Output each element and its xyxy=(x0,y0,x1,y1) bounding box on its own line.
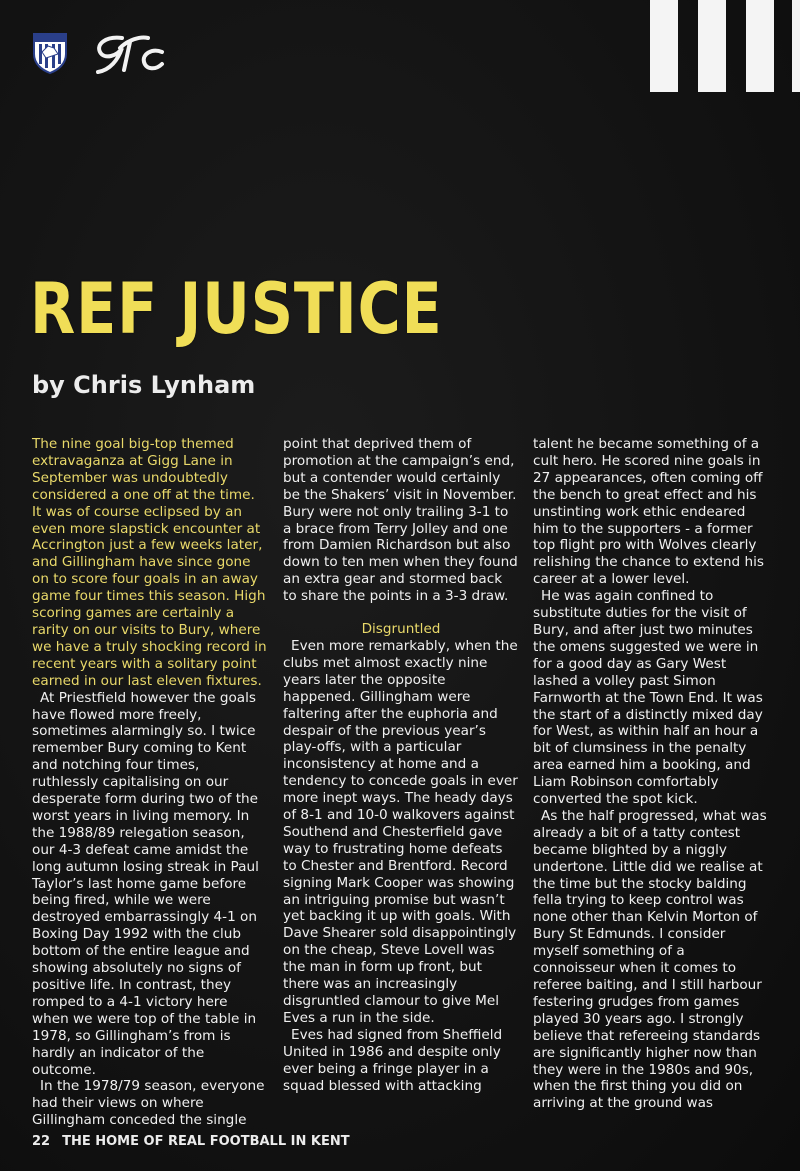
body-paragraph: Even more remarkably, when the clubs met almost exactly nine years later the opposite happened. Gillingham were faltering after the euphoria and despair of the previous year’s play-offs, with a particular inconsistency at home and a tendency to concede goals in ever more inept ways. The heady days of 8-1 and 10-0 walkovers against Southend and Chesterfield gave way to frustrating home defeats to Chester and Brentford. Record signing Mark Cooper was showing an intriguing promise but wasn’t yet backing it up with goals. With Dave Shearer sold disappointingly on the cheap, Steve Lovell was the man in form up front, but there was an increasingly disgruntled clamour to give Mel Eves a run in the side. xyxy=(283,637,518,1026)
lead-paragraph: The nine goal big-top themed extravaganza at Gigg Lane in September was undoubtedly considered a one off at the time. It was of course eclipsed by an even more slapstick encounter at Accrington just a few weeks later, and Gillingham have since gone on to score four goals in an away game four times this season. High scoring games are certainly a rarity on our visits to Bury, where we have a truly shocking record in recent years with a solitary point earned in our last eleven fixtures. xyxy=(32,436,267,689)
gfc-monogram-icon xyxy=(92,30,168,76)
black-white-stripes-icon xyxy=(650,0,800,92)
body-paragraph: He was again confined to substitute duties for the visit of Bury, and after just two minutes the omens suggested we were in for a good day as Gary West lashed a volley past Simon Farnworth at the Town End. It was the start of a distinctly mixed day for West, as within half an hour a bit of clumsiness in the penalty area earned him a booking, and Liam Robinson comfortably converted the spot kick. xyxy=(533,588,763,808)
page-number: 22 xyxy=(32,1134,51,1149)
page-footer xyxy=(32,1134,350,1149)
article-title: REF JUSTICE xyxy=(30,268,443,350)
body-paragraph: In the 1978/79 season, everyone had their views on where Gillingham conceded the single xyxy=(32,1078,265,1129)
gillingham-club-crest-icon xyxy=(32,30,68,74)
body-paragraph: As the half progressed, what was already a bit of a tatty contest became blighted by a niggly undertone. Little did we realise at the time but the stocky balding fella trying to keep control was none other than Kelvin Morton of Bury St Edmunds. I consider myself something of a connoisseur when it comes to referee baiting, and I still harbour festering grudges from games played 30 years ago. I strongly believe that refereeing standards are significantly higher now than they were in the 1980s and 90s, when the first thing you did on arriving at the ground was xyxy=(533,807,767,1112)
body-paragraph: talent he became something of a cult hero. He scored nine goals in 27 appearances, often coming off the bench to great effect and his unstinting work ethic endeared him to the supporters - a former top flight pro with Wolves clearly relishing the chance to extend his career at a lower level. xyxy=(533,436,764,588)
article-column-3 xyxy=(533,436,769,1112)
body-paragraph: Eves had signed from Sheffield United in 1986 and despite only ever being a fringe player in a squad blessed with attacking xyxy=(283,1026,503,1094)
body-paragraph: At Priestfield however the goals have flowed more freely, sometimes alarmingly so. I twice remember Bury coming to Kent and notching four times, ruthlessly capitalising on our desperate form during two of the worst years in living memory. In the 1988/89 relegation season, our 4-3 defeat came amidst the long autumn losing streak in Paul Taylor’s last home game before being fired, while we were destroyed embarrassingly 4-1 on Boxing Day 1992 with the club bottom of the entire league and showing absolutely no signs of positive life. In contrast, they romped to a 4-1 victory here when we were top of the table in 1978, so Gillingham’s from is hardly an indicator of the outcome. xyxy=(32,689,259,1078)
article-byline: by Chris Lynham xyxy=(32,371,256,399)
article-column-1 xyxy=(32,436,268,1129)
body-paragraph: point that deprived them of promotion at the campaign’s end, but a contender would certainly be the Shakers’ visit in November. Bury were not only trailing 3-1 to a brace from Terry Jolley and one from Damien Richardson but also down to ten men when they found an extra gear and stormed back to share the points in a 3-3 draw. xyxy=(283,436,518,605)
article-body xyxy=(0,436,800,1129)
footer-strapline: THE HOME OF REAL FOOTBALL IN KENT xyxy=(62,1134,350,1149)
section-subheading: Disgruntled xyxy=(361,621,441,638)
article-column-2 xyxy=(283,436,519,1094)
